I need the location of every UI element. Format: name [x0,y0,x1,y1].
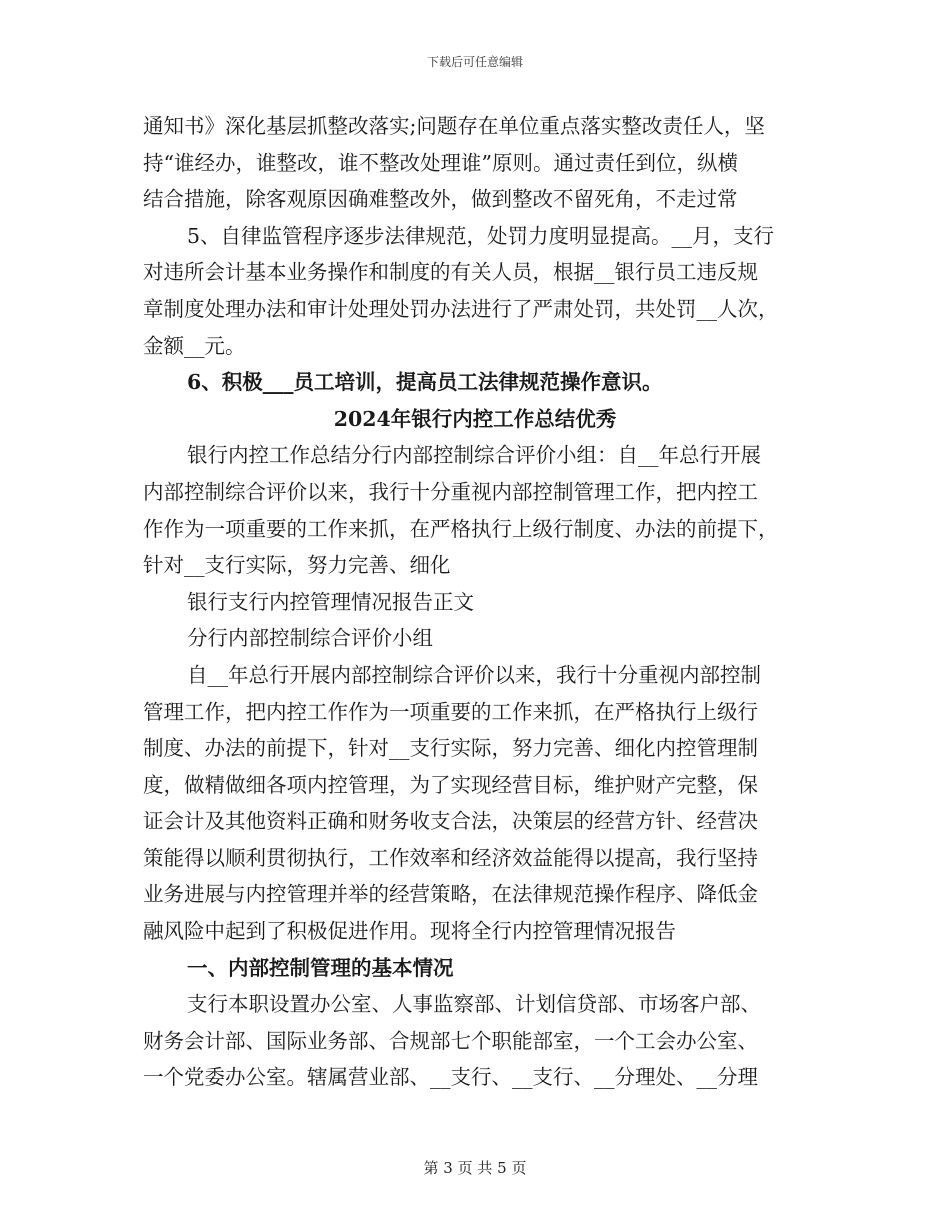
body-line: 支行本职设置办公室、人事监察部、计划信贷部、市场客户部、 [187,992,761,1017]
body-line: 内部控制综合评价以来，我行十分重视内部控制管理工作，把内控工 [143,479,758,504]
body-line: 持“谁经办，谁整改，谁不整改处理谁”原则。通过责任到位，纵横 [143,150,738,175]
body-line: 证会计及其他资料正确和财务收支合法，决策层的经营方针、经营决 [143,809,758,834]
body-line: 管理工作，把内控工作作为一项重要的工作来抓，在严格执行上级行 [143,699,758,724]
body-line: 结合措施，除客观原因确难整改外，做到整改不留死角，不走过常 [143,187,738,212]
body-line: 作作为一项重要的工作来抓，在严格执行上级行制度、办法的前提下， [143,516,779,541]
body-line: 章制度处理办法和审计处理处罚办法进行了严肃处罚，共处罚__人次， [143,296,779,321]
body-line: 银行支行内控管理情况报告正文 [187,589,474,614]
page-footer: 第 3 页 共 5 页 [423,1159,527,1177]
body-line: 金额__元。 [143,333,246,358]
body-line: 对违所会计基本业务操作和制度的有关人员，根据__银行员工违反规 [143,260,758,285]
document-title: 2024年银行内控工作总结优秀 [333,406,617,431]
body-line: 自__年总行开展内部控制综合评价以来，我行十分重视内部控制 [187,662,761,687]
body-line: 通知书》深化基层抓整改落实;问题存在单位重点落实整改责任人，坚 [143,114,765,138]
body-line: 业务进展与内控管理并举的经营策略，在法律规范操作程序、降低金 [143,882,758,907]
body-line: 5、自律监管程序逐步法律规范，处罚力度明显提高。__月，支行 [187,223,775,248]
body-line: 融风险中起到了积极促进作用。现将全行内控管理情况报告 [143,919,676,944]
body-line: 制度、办法的前提下，针对__支行实际，努力完善、细化内控管理制 [143,736,758,761]
section-heading: 6、积极___员工培训，提高员工法律规范操作意识。 [187,370,663,395]
body-line: 度，做精做细各项内控管理，为了实现经营目标，维护财产完整，保 [143,772,758,797]
body-line: 策能得以顺利贯彻执行，工作效率和经济效益能得以提高，我行坚持 [143,845,758,870]
body-line: 财务会计部、国际业务部、合规部七个职能部室，一个工会办公室、 [143,1028,758,1053]
section-heading: 一、内部控制管理的基本情况 [187,955,454,980]
page-header: 下载后可任意编辑 [426,55,523,69]
document-body [143,108,807,1096]
body-line: 分行内部控制综合评价小组 [187,626,433,651]
body-line: 针对__支行实际，努力完善、细化 [143,553,451,578]
body-line: 一个党委办公室。辖属营业部、__支行、__支行、__分理处、__分理 [143,1065,758,1090]
body-line: 银行内控工作总结分行内部控制综合评价小组：自__年总行开展 [187,443,761,468]
